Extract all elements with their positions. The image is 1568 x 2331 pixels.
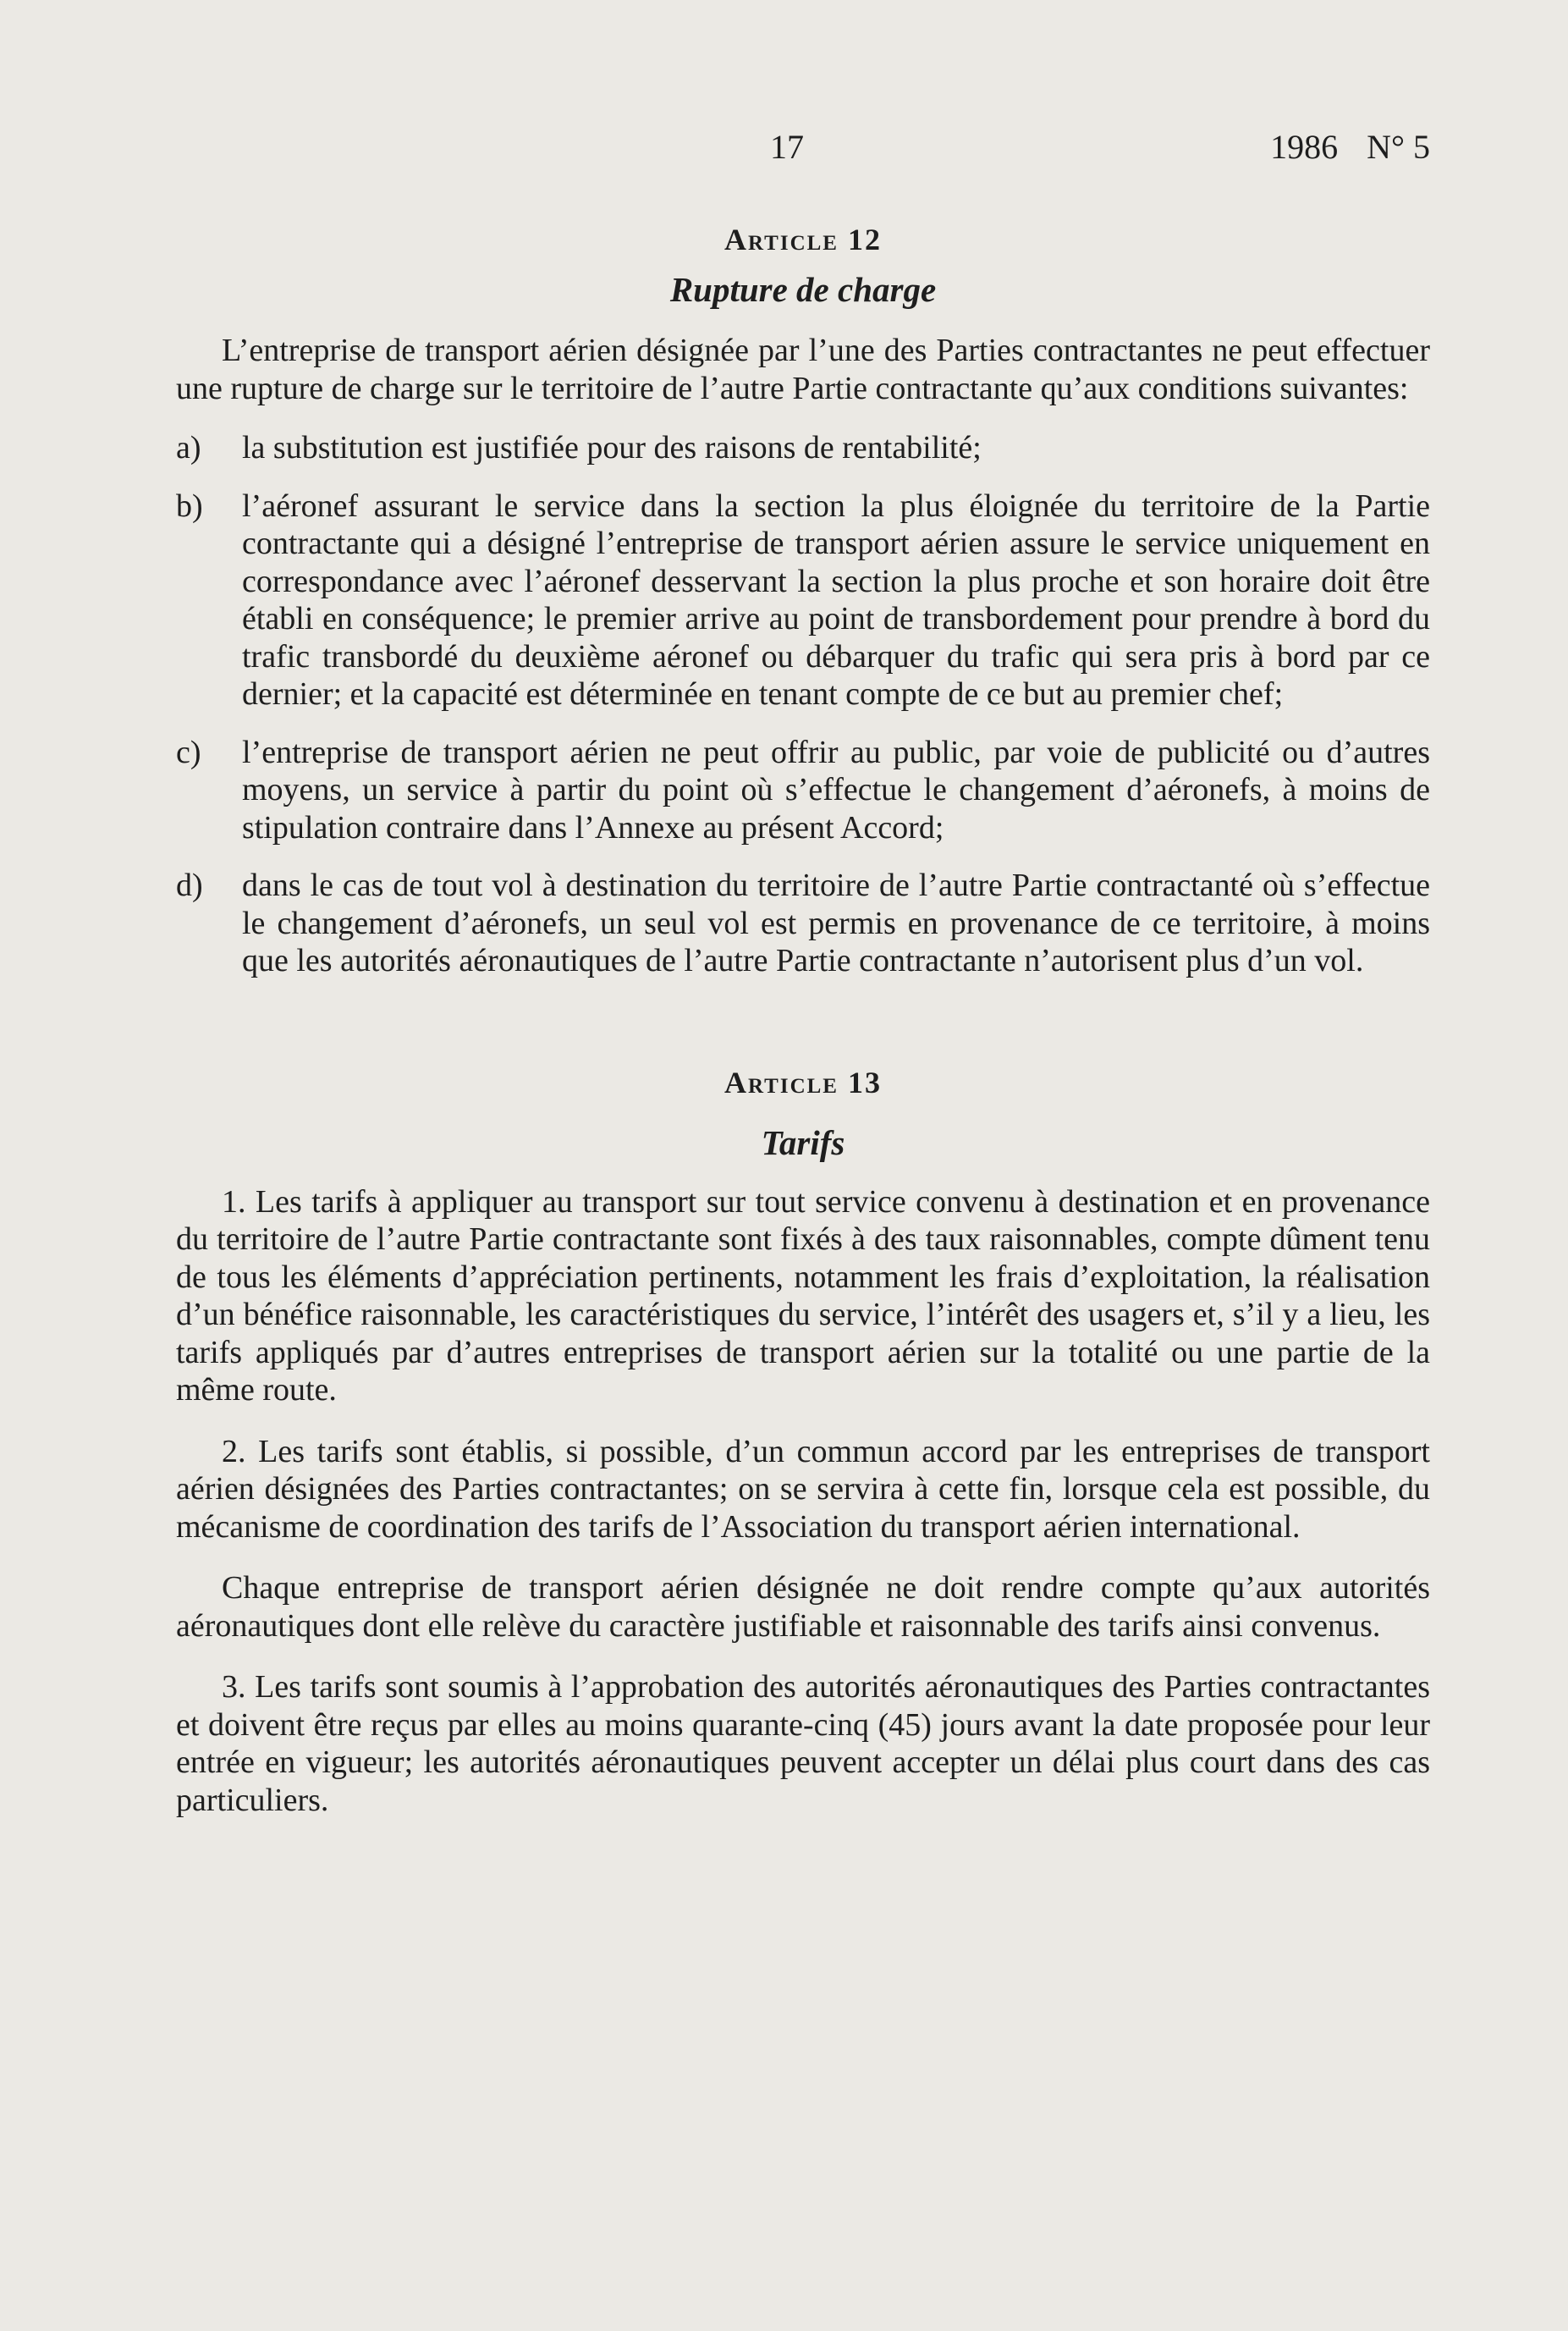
article-13-heading: Article 13 bbox=[724, 1065, 882, 1099]
list-item-b bbox=[176, 488, 1430, 714]
list-item-text: dans le cas de tout vol à destination du territoire de l’autre Partie contractanté où s’effectue le changement d’aéronefs, un seul vol est permis en provenance de ce territoire, à moins que les autorités aéronautiques de l’autre Partie contractante n’autorisent plus d’un vol. bbox=[242, 868, 1430, 978]
article-13-paragraph-3: 3. Les tarifs sont soumis à l’approbation des autorités aéronautiques des Parties contractantes et doivent être reçus par elles au moins quarante-cinq (45) jours avant la date proposée pour leur entrée en vigueur; les autorités aéronautiques peuvent accepter un délai plus court dans des cas particuliers. bbox=[176, 1669, 1430, 1818]
article-12 bbox=[176, 222, 1430, 980]
publication-year: 1986 bbox=[1270, 128, 1339, 166]
publication-reference bbox=[1244, 127, 1430, 167]
page-number: 17 bbox=[770, 128, 804, 166]
article-13-paragraph-1: 1. Les tarifs à appliquer au transport sur tout service convenu à destination et en provenance du territoire de l’autre Partie contractante sont fixés à des taux raisonnables, compte dûment tenu de tous les éléments d’appréciation pertinents, notamment les frais d’exploitation, la réalisation d’un bénéfice raisonnable, les caractéristiques du service, l’intérêt des usagers et, s’il y a lieu, les tarifs appliqués par d’autres entreprises de transport aérien sur la totalité ou une partie de la même route. bbox=[176, 1183, 1430, 1408]
list-marker: a) bbox=[176, 430, 201, 466]
page-body bbox=[176, 222, 1430, 1819]
list-marker: c) bbox=[176, 734, 201, 770]
publication-issue: N° 5 bbox=[1367, 128, 1430, 166]
article-13-paragraph-2: 2. Les tarifs sont établis, si possible, d’un commun accord par les entreprises de transport aérien désignées des Parties contractantes; on se servira à cette fin, lorsque cela est possible, du mécanisme de coordination des tarifs de l’Association du transport aérien international. bbox=[176, 1433, 1430, 1545]
article-12-intro: L’entreprise de transport aérien désignée par l’une des Parties contractantes ne peut effectuer une rupture de charge sur le territoire de l’autre Partie contractante qu’aux conditions suivantes: bbox=[176, 333, 1430, 406]
article-12-heading: Article 12 bbox=[724, 223, 882, 256]
article-13 bbox=[176, 1065, 1430, 1820]
list-item-text: l’entreprise de transport aérien ne peut offrir au public, par voie de publicité ou d’autres moyens, un service à partir du point où s’effectue le changement d’aéronefs, à moins de stipulation contraire dans l’Annexe au présent Accord; bbox=[242, 734, 1430, 846]
article-12-subtitle: Rupture de charge bbox=[669, 270, 937, 309]
article-13-paragraph-2b: Chaque entreprise de transport aérien désignée ne doit rendre compte qu’aux autorités aéronautiques dont elle relève du caractère justifiable et raisonnable des tarifs ainsi convenus. bbox=[176, 1570, 1430, 1644]
article-13-subtitle: Tarifs bbox=[761, 1122, 845, 1162]
list-marker: d) bbox=[176, 868, 203, 903]
list-item-text: la substitution est justifiée pour des raisons de rentabilité; bbox=[242, 430, 982, 466]
list-item-c bbox=[176, 734, 1430, 847]
list-item-a bbox=[176, 429, 1430, 467]
list-item-d bbox=[176, 867, 1430, 980]
list-marker: b) bbox=[176, 488, 203, 524]
list-item-text: l’aéronef assurant le service dans la section la plus éloignée du territoire de la Partie contractante qui a désigné l’entreprise de transport aérien assure le service uniquement en correspondance avec l’aéronef desservant la section la plus proche et son horaire doit être établi en conséquence; le premier arrive au point de transbordement pour prendre à bord du trafic transbordé du deuxième aéronef ou débarquer du trafic qui sera pris à bord par ce dernier; et la capacité est déterminée en tenant compte de ce but au premier chef; bbox=[242, 488, 1430, 712]
